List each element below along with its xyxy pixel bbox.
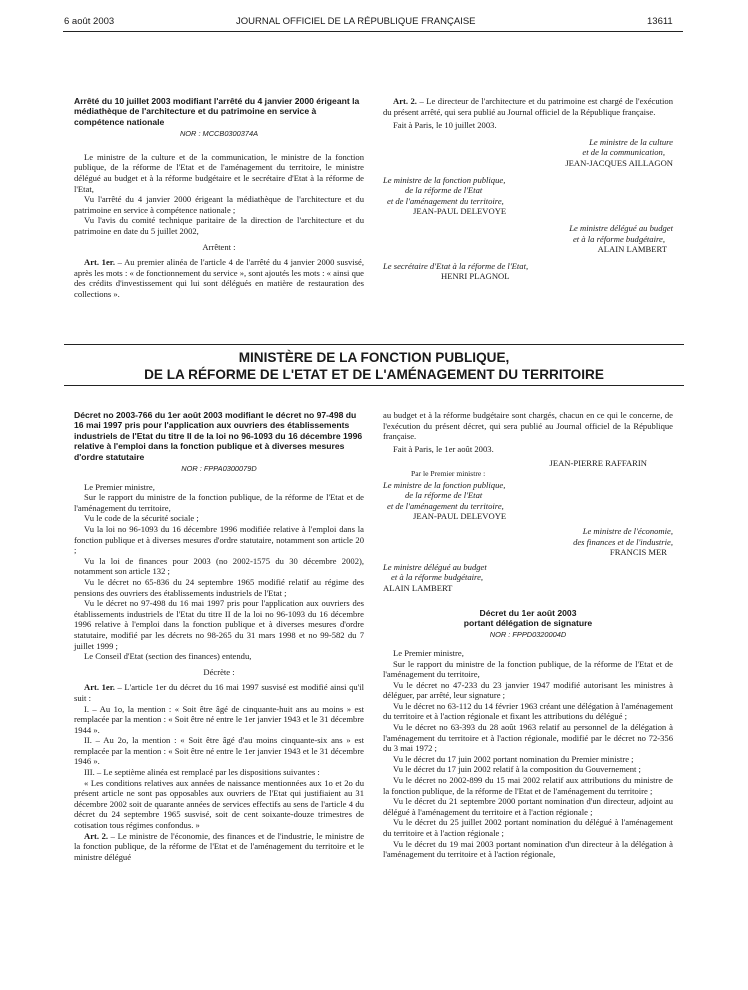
decret1-point-1: I. – Au 1o, la mention : « Soit être âgé de cinquante-huit ans au moins » est remplacée par la mention : « Soit être né entre le 1er janvier 1943 et le 31 décembre 1944 ». bbox=[74, 703, 364, 735]
arrete-sig1-role-b: et de la communication, bbox=[582, 147, 665, 158]
decret2-visa-8: Vu le décret du 25 juillet 2002 portant nomination du délégué à l'aménagement du territoire et à l'action régionale ; bbox=[383, 817, 673, 838]
arrete-fait: Fait à Paris, le 10 juillet 2003. bbox=[393, 120, 497, 131]
decret1-visa-3: Vu la loi de finances pour 2003 (no 2002-1575 du 30 décembre 2002), notamment son article 132 ; bbox=[74, 555, 364, 577]
decret1-sig3-role-a: Le ministre délégué au budget bbox=[383, 561, 487, 572]
decret1-par-le-premier-ministre: Par le Premier ministre : bbox=[411, 468, 486, 478]
decret2-visa-2: Vu le décret no 63-112 du 14 février 1963 créant une délégation à l'aménagement du territoire et à l'action régionale et fixant les attributions du délégué ; bbox=[383, 700, 673, 722]
decret2-visa-1: Vu le décret no 47-233 du 23 janvier 1947 modifié autorisant les ministres à déléguer, par arrêté, leur signature ; bbox=[383, 679, 673, 701]
arrete-sig2-role-a: Le ministre de la fonction publique, bbox=[383, 174, 506, 185]
arrete-article-2 bbox=[383, 96, 673, 117]
decret1-article-1-label: Art. 1er. bbox=[84, 682, 115, 693]
arrete-sig3-role-b: et à la réforme budgétaire, bbox=[572, 233, 665, 244]
header-date: 6 août 2003 bbox=[64, 16, 115, 27]
decret1-fait: Fait à Paris, le 1er août 2003. bbox=[393, 443, 494, 454]
header-journal: JOURNAL OFFICIEL DE LA RÉPUBLIQUE FRANÇAISE bbox=[236, 16, 476, 27]
arrete-sig2-role-c: et de l'aménagement du territoire, bbox=[387, 195, 504, 206]
decret1-sig2-name: FRANCIS MER bbox=[609, 547, 667, 558]
decret2-visa-4: Vu le décret du 17 juin 2002 portant nomination du Premier ministre ; bbox=[393, 753, 634, 764]
decret1-article-2-label: Art. 2. bbox=[84, 830, 109, 841]
arrete-nor: NOR : MCCB0300374A bbox=[179, 129, 259, 139]
decret2-rapport: Sur le rapport du ministre de la fonction publique, de la réforme de l'Etat et de l'aménagement du territoire, bbox=[383, 658, 673, 680]
decret1-sig1-role-a: Le ministre de la fonction publique, bbox=[383, 479, 506, 490]
decret2-title-line-2: portant délégation de signature bbox=[463, 617, 593, 628]
decret1-sig3-role-b: et à la réforme budgétaire, bbox=[391, 572, 484, 583]
decret1-point-3: III. – Le septième alinéa est remplacé par les dispositions suivantes : bbox=[84, 767, 320, 778]
arrete-sig2-name: JEAN-PAUL DELEVOYE bbox=[413, 206, 507, 217]
decret1-sig2-role-b: des finances et de l'industrie, bbox=[573, 536, 673, 547]
decret1-sig3-name: ALAIN LAMBERT bbox=[383, 582, 453, 593]
decret1-sig1-role-c: et de l'aménagement du territoire, bbox=[387, 500, 504, 511]
decret1-sig-pm: JEAN-PIERRE RAFFARIN bbox=[549, 458, 647, 469]
decret1-point-2: II. – Au 2o, la mention : « Soit être âgé d'au moins cinquante-six ans » est remplacée par la mention : « Soit être né entre le 1er janvier 1943 et le 31 décembre 1946 ». bbox=[74, 735, 364, 767]
ministry-line-2: DE LA RÉFORME DE L'ETAT ET DE L'AMÉNAGEMENT DU TERRITOIRE bbox=[144, 367, 604, 382]
decret2-title-line-1: Décret du 1er août 2003 bbox=[479, 607, 577, 618]
arrete-arretent: Arrêtent : bbox=[202, 241, 236, 252]
decret1-sig2-role-a: Le ministre de l'économie, bbox=[582, 525, 673, 536]
arrete-left-column bbox=[74, 96, 364, 300]
arrete-sig1-name: JEAN-JACQUES AILLAGON bbox=[565, 157, 673, 168]
decret1-left-column bbox=[74, 410, 364, 862]
decret2-visa-6: Vu le décret no 2002-899 du 15 mai 2002 relatif aux attributions du ministre de la fonction publique, de la réforme de l'Etat et de l'aménagement du territoire ; bbox=[383, 775, 673, 796]
decret1-visa-1: Vu le code de la sécurité sociale ; bbox=[84, 513, 199, 524]
decret1-visa-4: Vu le décret no 65-836 du 24 septembre 1965 modifié relatif au régime des pensions des ouvriers des établissements industriels de l'Etat ; bbox=[74, 576, 364, 598]
arrete-visa-2: Vu l'avis du comité technique paritaire de la direction de l'architecture et du patrimoine en date du 5 juillet 2002, bbox=[74, 215, 364, 236]
arrete-article-2-label: Art. 2. bbox=[393, 96, 417, 106]
decret1-decrete: Décrète : bbox=[203, 666, 235, 677]
arrete-preamble: Le ministre de la culture et de la communication, le ministre de la fonction publique, de la réforme de l'Etat et de l'aménagement du territoire, le ministre délégué au budget et à la réforme budgétaire et le secrétaire d'Etat à la réforme de l'Etat, bbox=[74, 151, 364, 194]
decret2-premier-ministre: Le Premier ministre, bbox=[393, 647, 464, 658]
decret1-quote: « Les conditions relatives aux années de naissance mentionnées aux 1o et 2o du présent article ne sont pas opposables aux ouvriers de l'Etat qui justifiaient au 31 décembre 2002 soit de quarante années de services effectifs au sens de l'article 4 du décret du 24 septembre 1965 susvisé, soit de cent soixante-douze trimestres de cotisation tous régimes confondus. » bbox=[74, 777, 364, 831]
decret1-premier-ministre: Le Premier ministre, bbox=[84, 481, 155, 492]
arrete-sig3-role-a: Le ministre délégué au budget bbox=[569, 222, 673, 233]
header-rule bbox=[63, 31, 683, 32]
arrete-sig4-name: HENRI PLAGNOL bbox=[441, 271, 510, 282]
arrete-article-1-text: – Au premier alinéa de l'article 4 de l'arrêté du 4 janvier 2000 susvisé, après les mots : « de fonctionnement du service », sont ajoutés les mots : « ainsi que des crédits d'investissement qui lui sont délégués en matière de restauration des collections ». bbox=[74, 257, 364, 299]
decret1-visa-5: Vu le décret no 97-498 du 16 mai 1997 pris pour l'application aux ouvriers des établissements industriels de l'Etat du titre II de la loi no 96-1093 du 16 décembre 1996 relative à l'emploi dans la fonction publique et à diverses mesures d'ordre statutaire, modifié par les décrets no 98-265 du 31 mars 1998 et no 99-582 du 7 juillet 1999 ; bbox=[74, 598, 364, 651]
decret2-visa-5: Vu le décret du 17 juin 2002 relatif à la composition du Gouvernement ; bbox=[393, 764, 641, 775]
arrete-article-1-label: Art. 1er. bbox=[84, 257, 115, 268]
ministry-banner bbox=[64, 344, 684, 386]
decret1-visa-2: Vu la loi no 96-1093 du 16 décembre 1996 modifiée relative à l'emploi dans la fonction publique et à diverses mesures d'ordre statutaire, notamment son article 20 ; bbox=[74, 524, 364, 556]
decret1-right-column bbox=[383, 410, 673, 860]
ministry-line-1: MINISTÈRE DE LA FONCTION PUBLIQUE, bbox=[238, 350, 510, 365]
decret1-rapport: Sur le rapport du ministre de la fonction publique, de la réforme de l'Etat et de l'aménagement du territoire, bbox=[74, 492, 364, 513]
arrete-title: Arrêté du 10 juillet 2003 modifiant l'arrêté du 4 janvier 2000 érigeant la médiathèque de l'architecture et du patrimoine en service à compétence nationale bbox=[74, 96, 360, 127]
arrete-right-column bbox=[383, 96, 673, 282]
arrete-article-1 bbox=[74, 257, 364, 299]
arrete-sig3-name: ALAIN LAMBERT bbox=[597, 244, 667, 255]
arrete-sig4-role: Le secrétaire d'Etat à la réforme de l'Etat, bbox=[383, 260, 529, 271]
decret1-article-1-text: – L'article 1er du décret du 16 mai 1997 susvisé est modifié ainsi qu'il suit : bbox=[74, 682, 364, 703]
decret1-article-2 bbox=[74, 831, 364, 863]
decret1-nor: NOR : FPPA0300079D bbox=[181, 464, 257, 474]
decret2-visa-7: Vu le décret du 21 septembre 2000 portant nomination d'un directeur, adjoint au délégué à l'aménagement du territoire et à l'action régionale ; bbox=[383, 796, 673, 817]
arrete-article-2-text: – Le directeur de l'architecture et du patrimoine est chargé de l'exécution du présent arrêté, qui sera publié au Journal officiel de la République française. bbox=[383, 96, 674, 117]
decret1-sig1-name: JEAN-PAUL DELEVOYE bbox=[413, 511, 507, 522]
decret1-article-1 bbox=[74, 682, 364, 703]
decret2-visa-9: Vu le décret du 19 mai 2003 portant nomination d'un directeur à la délégation à l'aménagement du territoire et à l'action régionale, bbox=[383, 838, 673, 860]
header-page-number: 13611 bbox=[647, 16, 673, 27]
decret2-visa-3: Vu le décret no 63-393 du 28 août 1963 relatif au personnel de la délégation à l'aménagement du territoire et à l'action régionale, modifié par le décret no 72-356 du 3 mai 1972 ; bbox=[383, 722, 673, 754]
arrete-visa-1: Vu l'arrêté du 4 janvier 2000 érigeant la médiathèque de l'architecture et du patrimoine en service à compétence nationale ; bbox=[74, 194, 364, 215]
decret1-sig1-role-b: de la réforme de l'Etat bbox=[405, 490, 483, 501]
decret2-nor: NOR : FPPD0320004D bbox=[489, 630, 567, 640]
arrete-sig2-role-b: de la réforme de l'Etat bbox=[405, 185, 483, 196]
decret1-continuation: au budget et à la réforme budgétaire sont chargés, chacun en ce qui le concerne, de l'exécution du présent décret, qui sera publié au Journal officiel de la République française. bbox=[383, 410, 673, 442]
arrete-sig1-role-a: Le ministre de la culture bbox=[589, 136, 673, 147]
decret1-article-2-text: – Le ministre de l'économie, des finances et de l'industrie, le ministre de la fonction publique, de la réforme de l'Etat et de l'aménagement du territoire et le ministre délégué bbox=[74, 830, 365, 862]
decret1-title: Décret no 2003-766 du 1er août 2003 modifiant le décret no 97-498 du 16 mai 1997 pris pour l'application aux ouvriers des établissements industriels de l'Etat du titre II de la loi no 96-1093 du 16 décembre 1996 relative à l'emploi dans la fonction publique et à diverses mesures d'ordre statutaire bbox=[74, 410, 363, 462]
decret1-conseil: Le Conseil d'Etat (section des finances) entendu, bbox=[84, 651, 252, 662]
